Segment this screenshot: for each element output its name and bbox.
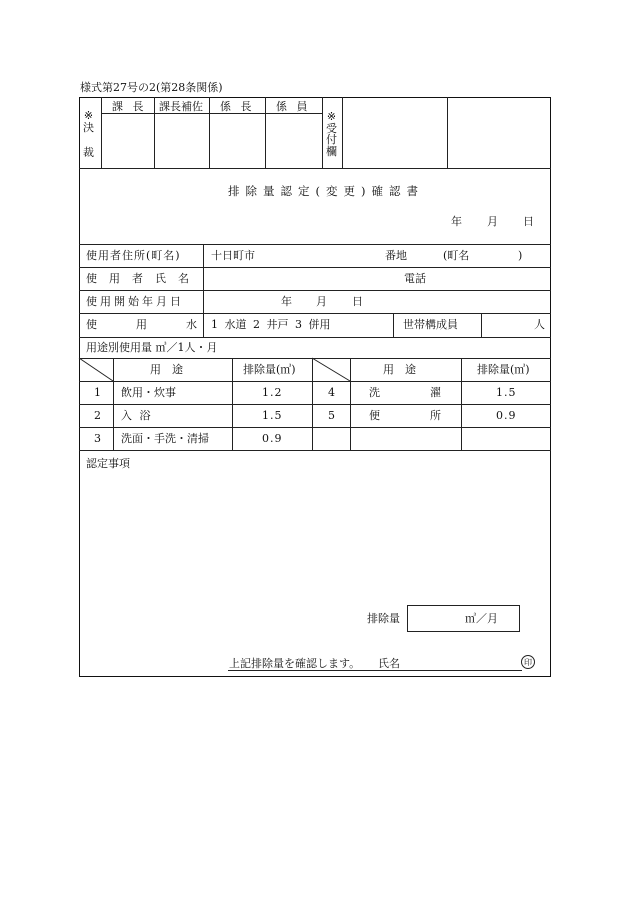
- usage-row-use: 入 浴: [121, 409, 153, 422]
- usage-row-use-b: 所: [430, 409, 441, 422]
- household-label: 世帯構成員: [403, 318, 458, 331]
- approval-col-deputy: 課長補佐: [159, 100, 203, 113]
- start-year: 年: [281, 295, 292, 308]
- usage-row-no: 5: [328, 409, 335, 422]
- date-day: 日: [523, 215, 534, 228]
- address-label: 使用者住所(町名): [86, 249, 181, 262]
- diagonal-rule-right: [312, 358, 350, 381]
- usage-header-use-left: 用 途: [150, 363, 183, 376]
- discharge-value-box[interactable]: [407, 605, 520, 632]
- approval-col-section-chief: 課 長: [112, 100, 147, 113]
- reception-char-3: 欄: [326, 144, 337, 158]
- water-options: 1 水道 2 井戸 3 併用: [211, 318, 331, 331]
- usage-row-use-b: 濯: [430, 386, 441, 399]
- confirm-name-label: 氏名: [378, 657, 400, 670]
- usage-row-no: 4: [328, 386, 335, 399]
- reception-label: [326, 111, 337, 157]
- usage-row-amount: 0.9: [262, 432, 283, 445]
- town-paren-close: ): [518, 249, 523, 262]
- approval-mark: ※: [83, 109, 94, 122]
- approval-label-1: 決: [83, 120, 94, 134]
- discharge-unit: ㎥／月: [465, 612, 498, 625]
- reception-mark: ※: [326, 110, 337, 123]
- usage-row-no: 3: [94, 432, 101, 445]
- usage-row-use: 洗面・手洗・清掃: [121, 432, 209, 445]
- water-label-left: 使: [86, 318, 97, 331]
- usage-title: 用途別使用量 ㎥／1人・月: [86, 341, 218, 354]
- usage-row-amount: 1.5: [496, 386, 517, 399]
- date-month: 月: [487, 215, 498, 228]
- document-title: 排除量認定(変更)確認書: [228, 184, 424, 198]
- usage-row-use: 飲用・炊事: [121, 386, 176, 399]
- seal-icon: 印: [521, 655, 535, 669]
- approval-side-label: [83, 110, 94, 159]
- confirm-text: 上記排除量を確認します。: [229, 657, 361, 670]
- usage-header-amount-left: 排除量(㎥): [243, 363, 296, 376]
- reception-char-1: 受: [326, 121, 337, 135]
- usage-row-use-a: 便: [369, 409, 380, 422]
- form-number: 様式第27号の2(第28条関係): [80, 81, 223, 94]
- certification-label: 認定事項: [86, 457, 130, 470]
- usage-row-amount: 0.9: [496, 409, 517, 422]
- usage-header-amount-right: 排除量(㎥): [477, 363, 530, 376]
- usage-row-no: 2: [94, 409, 101, 422]
- address-value: 十日町市: [211, 249, 255, 262]
- approval-label-2: 裁: [83, 146, 94, 160]
- start-day: 日: [352, 295, 363, 308]
- town-paren-open: (町名: [443, 249, 470, 262]
- usage-header-use-right: 用 途: [383, 363, 416, 376]
- usage-row-no: 1: [94, 386, 101, 399]
- date-year: 年: [451, 215, 462, 228]
- name-label: 使用者氏名: [86, 272, 201, 285]
- water-label-mid: 用: [136, 318, 147, 331]
- household-unit: 人: [534, 318, 545, 331]
- usage-row-amount: 1.5: [262, 409, 283, 422]
- approval-col-subsection-chief: 係 長: [220, 100, 255, 113]
- water-label-right: 水: [186, 318, 197, 331]
- start-month: 月: [316, 295, 327, 308]
- reception-char-2: 付: [326, 133, 337, 147]
- approval-col-staff: 係 員: [276, 100, 311, 113]
- phone-label: 電話: [404, 272, 426, 285]
- lot-label: 番地: [385, 249, 407, 262]
- discharge-label: 排除量: [367, 612, 400, 625]
- usage-row-use-a: 洗: [369, 386, 380, 399]
- signature-underline: [228, 670, 522, 671]
- diagonal-rule-left: [79, 358, 113, 381]
- usage-row-amount: 1.2: [262, 386, 283, 399]
- start-label: 使用開始年月日: [86, 295, 184, 308]
